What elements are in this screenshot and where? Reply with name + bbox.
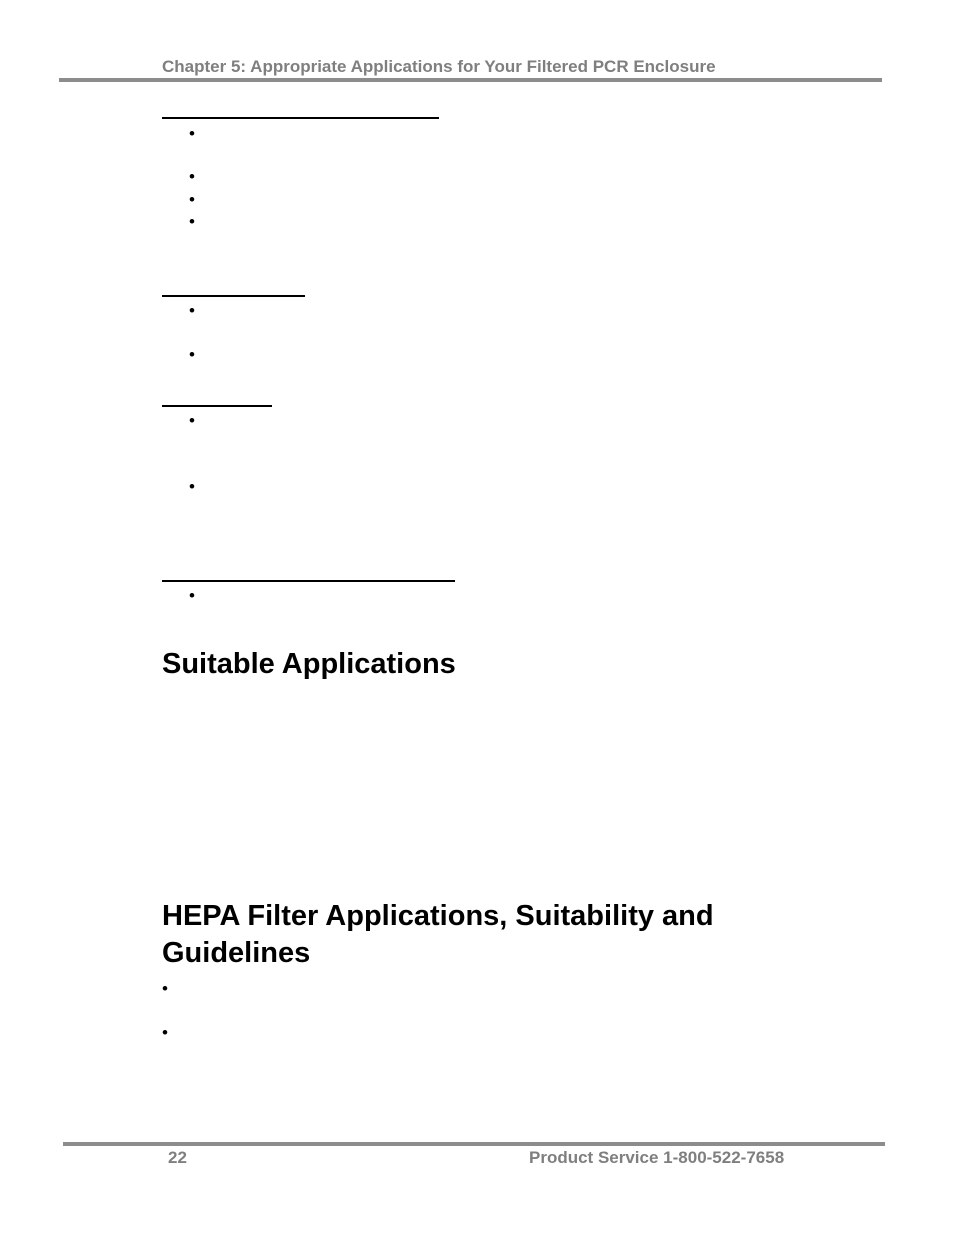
- list-bullet: •: [162, 1023, 168, 1042]
- list-bullet: •: [189, 586, 195, 605]
- product-service-phone: Product Service 1-800-522-7658: [529, 1148, 785, 1167]
- list-bullet: •: [189, 345, 195, 364]
- list-bullet: •: [189, 301, 195, 320]
- list-bullet: •: [189, 411, 195, 430]
- list-bullet: •: [189, 124, 195, 143]
- running-header-chapter-title: Chapter 5: Appropriate Applications for Your Filtered PCR Enclosure: [162, 57, 716, 76]
- footer-divider: [63, 1142, 885, 1146]
- list-bullet: •: [189, 477, 195, 496]
- header-divider: [59, 78, 882, 82]
- list-bullet: •: [162, 979, 168, 998]
- section-2-underline: [162, 295, 305, 297]
- suitable-applications-heading: Suitable Applications: [162, 648, 456, 680]
- list-bullet: •: [189, 167, 195, 186]
- section-3-underline: [162, 405, 272, 407]
- section-1-underline: [162, 117, 439, 119]
- list-bullet: •: [189, 190, 195, 209]
- hepa-filter-heading: HEPA Filter Applications, Suitability and Guidelines: [162, 900, 714, 969]
- list-bullet: •: [189, 212, 195, 231]
- page-number: 22: [168, 1148, 187, 1167]
- section-4-underline: [162, 580, 455, 582]
